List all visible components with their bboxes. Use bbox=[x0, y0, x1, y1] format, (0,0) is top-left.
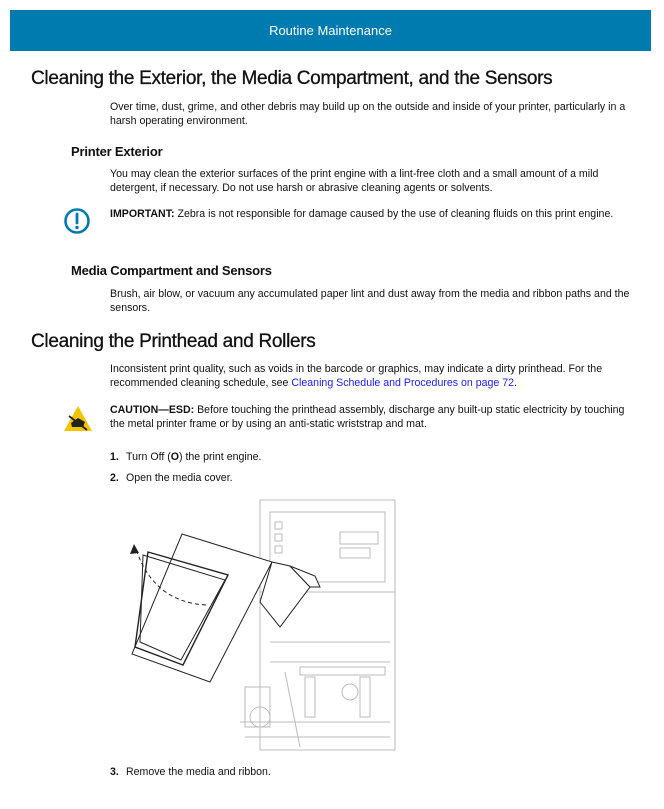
intro-text: Inconsistent print quality, such as voids in the barcode or graphics, may indicate a dirty printhead. For the recommended cleaning schedule, see bbox=[110, 363, 603, 389]
step-number: 1. bbox=[110, 451, 119, 463]
step-text: Turn Off ( bbox=[126, 451, 171, 463]
printer-media-cover-illustration bbox=[110, 492, 410, 757]
step-number: 2. bbox=[110, 472, 119, 484]
step-text: Remove the media and ribbon. bbox=[126, 766, 271, 778]
section-intro: Over time, dust, grime, and other debris may build up on the outside and inside of your printer, particularly in a harsh operating environment. bbox=[110, 101, 626, 127]
section-title-printhead: Cleaning the Printhead and Rollers bbox=[31, 331, 316, 352]
subsection-title-media-compartment: Media Compartment and Sensors bbox=[71, 263, 272, 278]
caution-note bbox=[110, 403, 630, 431]
page-header bbox=[10, 10, 651, 51]
media-compartment-body: Brush, air blow, or vacuum any accumulated paper lint and dust away from the media and ribbon paths and the sensors. bbox=[110, 288, 630, 314]
step-1 bbox=[110, 450, 630, 464]
caution-text: Before touching the printhead assembly, discharge any built-up static electricity by touching the metal printer frame or by using an anti-static wriststrap and mat. bbox=[110, 404, 625, 430]
printhead-intro bbox=[110, 362, 630, 390]
printer-exterior-body: You may clean the exterior surfaces of the print engine with a lint-free cloth and a small amount of a mild detergent, if necessary. Do not use harsh or abrasive cleaning agents or solvents. bbox=[110, 168, 599, 194]
intro-end: . bbox=[514, 377, 517, 389]
step-2 bbox=[110, 471, 630, 485]
important-text: Zebra is not responsible for damage caused by the use of cleaning fluids on this print engine. bbox=[174, 208, 614, 220]
section-title-exterior: Cleaning the Exterior, the Media Compartment, and the Sensors bbox=[31, 68, 553, 89]
cleaning-schedule-link[interactable]: Cleaning Schedule and Procedures on page 72 bbox=[291, 377, 515, 389]
esd-caution-icon bbox=[63, 405, 93, 432]
important-note bbox=[110, 207, 630, 221]
step-text-end: ) the print engine. bbox=[179, 451, 262, 463]
caution-label: CAUTION—ESD: bbox=[110, 404, 195, 416]
step-number: 3. bbox=[110, 766, 119, 778]
important-label: IMPORTANT: bbox=[110, 208, 175, 220]
step-3 bbox=[110, 765, 630, 779]
subsection-title-printer-exterior: Printer Exterior bbox=[71, 144, 163, 159]
header-title: Routine Maintenance bbox=[269, 23, 392, 38]
important-icon bbox=[63, 207, 91, 235]
step-text: Open the media cover. bbox=[126, 472, 233, 484]
off-symbol: O bbox=[170, 451, 179, 463]
